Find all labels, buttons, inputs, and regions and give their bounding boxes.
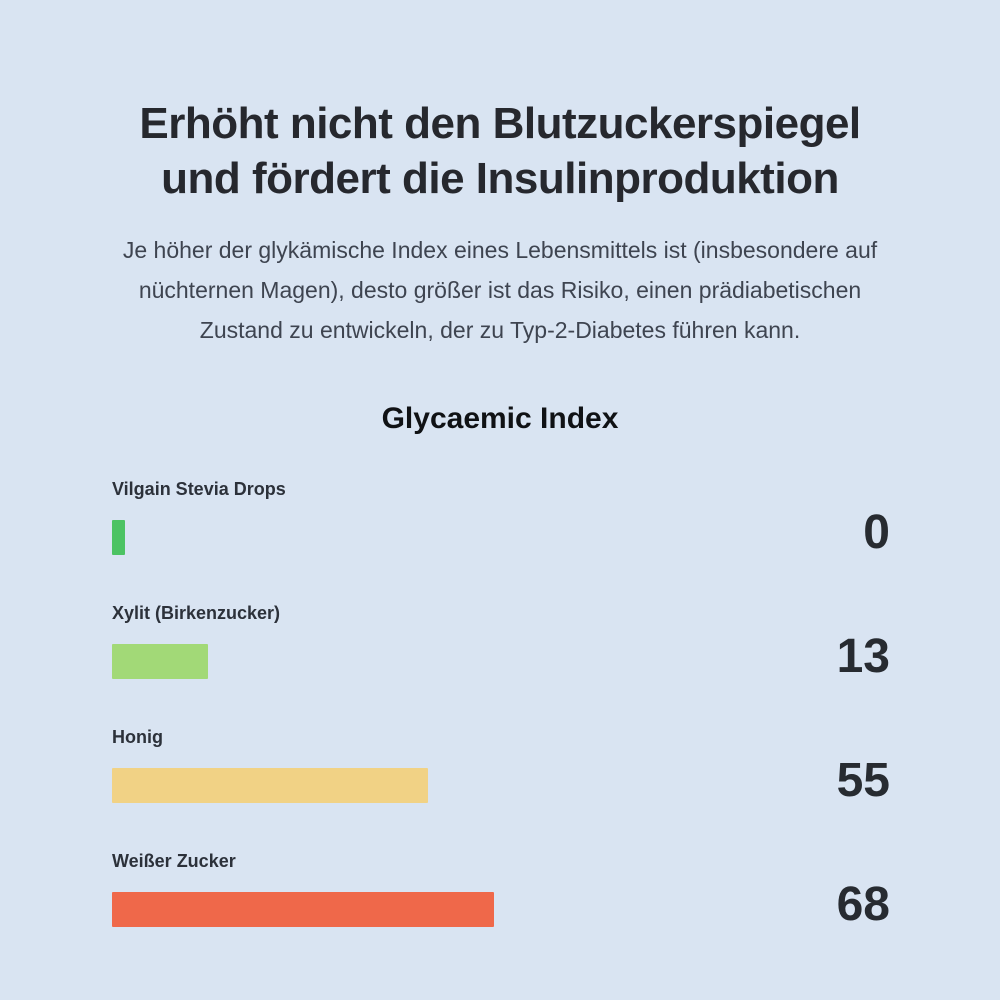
page-subtitle-line-2: nüchternen Magen), desto größer ist das Risiko, einen prädiabetischen [138,277,862,303]
bar-label: Xylit (Birkenzucker) [112,603,281,623]
bar-fill-xylit [112,644,208,679]
bar-row-honig [112,726,890,807]
bar-value: 55 [836,754,890,807]
bar-row-stevia-drops [112,478,890,559]
bar-track [112,644,890,679]
bar-row-xylit [112,602,890,683]
bar-fill-weisser-zucker [112,892,494,927]
bar-fill-honig [112,768,428,803]
bar-value: 68 [836,878,890,931]
bar-value: 0 [863,506,890,559]
bar-label: Honig [112,727,163,747]
page-subtitle [60,230,940,350]
bar-label: Weißer Zucker [112,851,236,871]
page-subtitle-line-3: Zustand zu entwickeln, der zu Typ-2-Diabetes führen kann. [199,317,801,343]
bar-row-weisser-zucker [112,850,890,931]
chart-title: Glycaemic Index [381,402,619,435]
page-title [60,96,940,206]
bar-track [112,520,890,555]
bar-chart [112,478,890,931]
page-title-line-1: Erhöht nicht den Blutzuckerspiegel [139,99,861,148]
bar-fill-stevia-drops [112,520,125,555]
bar-track [112,768,890,803]
page-title-line-2: und fördert die Insulinproduktion [161,154,839,203]
bar-value: 13 [836,630,890,683]
page-subtitle-line-1: Je höher der glykämische Index eines Lebensmittels ist (insbesondere auf [122,237,878,263]
bar-label: Vilgain Stevia Drops [112,479,286,499]
bar-track [112,892,890,927]
